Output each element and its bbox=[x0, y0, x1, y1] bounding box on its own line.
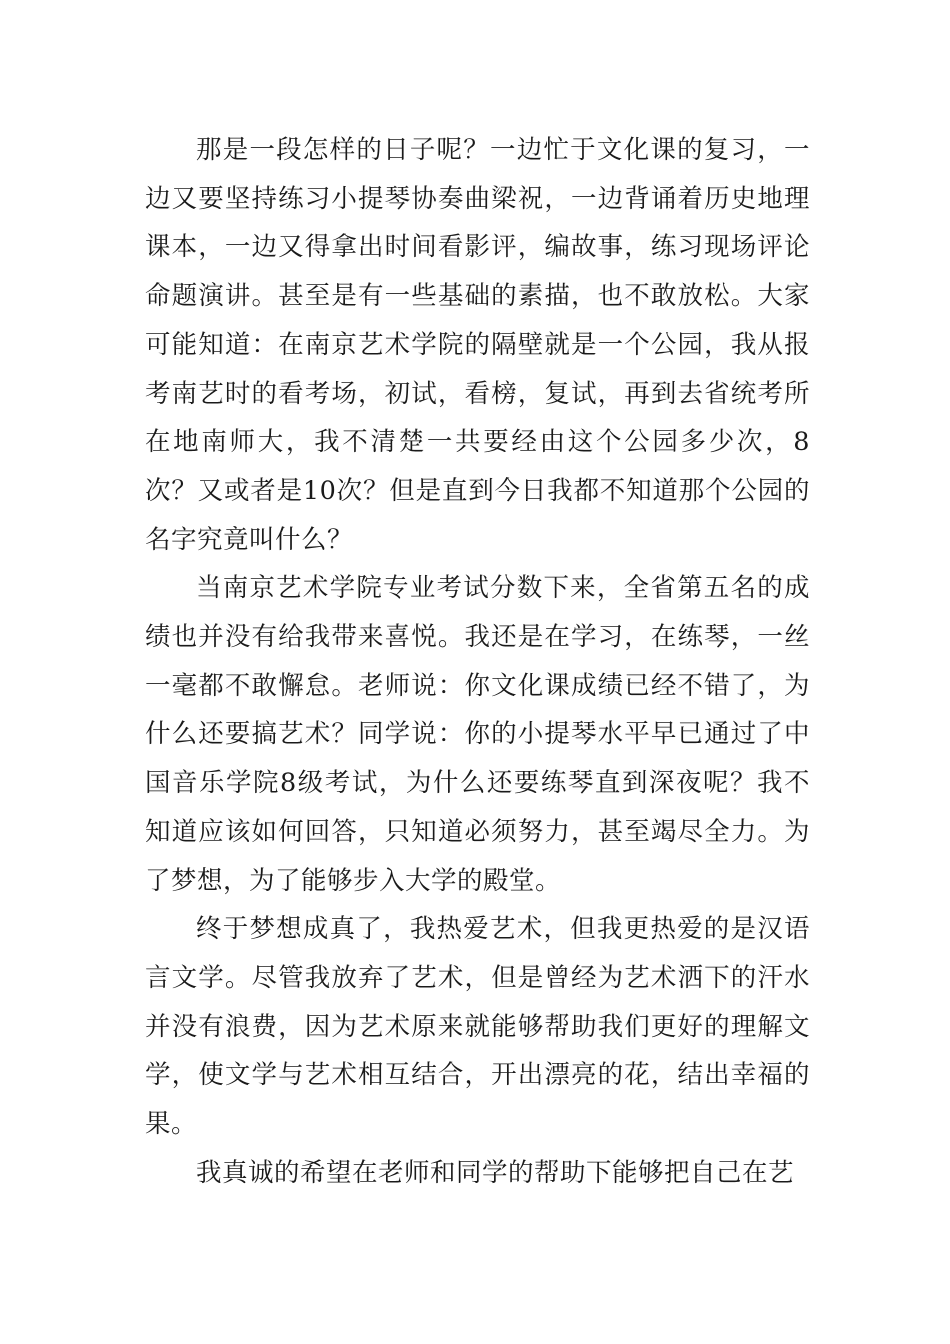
document-body bbox=[145, 126, 810, 1197]
paragraph-2: 当南京艺术学院专业考试分数下来，全省第五名的成绩也并没有给我带来喜悦。我还是在学习，在练琴，一丝一毫都不敢懈怠。老师说：你文化课成绩已经不错了，为什么还要搞艺术？同学说：你的小提琴水平早已通过了中国音乐学院8级考试，为什么还要练琴直到深夜呢？我不知道应该如何回答，只知道必须努力，甚至竭尽全力。为了梦想，为了能够步入大学的殿堂。 bbox=[145, 573, 810, 896]
paragraph-4: 我真诚的希望在老师和同学的帮助下能够把自己在艺 bbox=[196, 1157, 795, 1188]
paragraph-3: 终于梦想成真了，我热爱艺术，但我更热爱的是汉语言文学。尽管我放弃了艺术，但是曾经为艺术洒下的汗水并没有浪费，因为艺术原来就能够帮助我们更好的理解文学，使文学与艺术相互结合，开出漂亮的花，结出幸福的果。 bbox=[145, 914, 810, 1140]
paragraph-1: 那是一段怎样的日子呢？一边忙于文化课的复习，一边又要坚持练习小提琴协奏曲梁祝，一边背诵着历史地理课本，一边又得拿出时间看影评，编故事，练习现场评论命题演讲。甚至是有一些基础的素描，也不敢放松。大家可能知道：在南京艺术学院的隔壁就是一个公园，我从报考南艺时的看考场，初试，看榜，复试，再到去省统考所在地南师大，我不清楚一共要经由这个公园多少次，8次？又或者是10次？但是直到今日我都不知道那个公园的名字究竟叫什么？ bbox=[145, 135, 810, 555]
